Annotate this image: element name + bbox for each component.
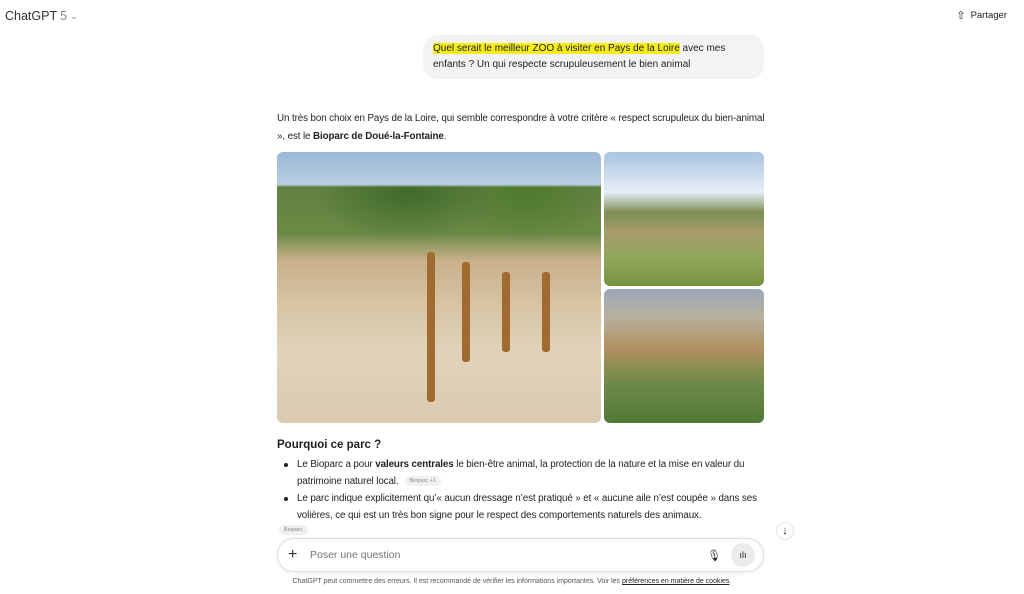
plus-icon[interactable]: + <box>288 546 298 564</box>
list-item <box>297 490 767 524</box>
share-button[interactable] <box>956 9 1007 22</box>
list-item <box>297 456 767 490</box>
model-version: 5 <box>60 9 68 23</box>
source-chip[interactable]: Bioparc <box>279 525 308 535</box>
share-label: Partager <box>970 10 1007 21</box>
scroll-down-button[interactable] <box>776 522 794 540</box>
cookie-preferences-link[interactable]: préférences en matière de cookies <box>622 578 730 586</box>
text: Le parc indique explicitement qu’« aucun dressage n’est pratiqué » et « aucune aile n’est coupée » dans ses volières, ce qui est un très bon signe pour le respect des comportements naturels des animaux. <box>297 493 757 521</box>
assistant-intro <box>277 110 767 146</box>
bold-text: valeurs centrales <box>375 459 454 470</box>
voice-mode-button[interactable]: ılı <box>731 543 755 567</box>
user-message <box>423 35 764 79</box>
giraffes-image[interactable] <box>277 152 601 423</box>
composer <box>277 538 764 572</box>
reasons-list <box>297 456 767 524</box>
text: Le Bioparc a pour <box>297 459 376 470</box>
section-heading: Pourquoi ce parc ? <box>277 439 382 451</box>
microphone-icon[interactable]: 🎙 <box>707 549 721 562</box>
park-name: Bioparc de Doué-la-Fontaine <box>313 131 444 142</box>
source-chip[interactable]: Bioparc +1 <box>405 476 441 486</box>
disclaimer <box>0 577 1024 586</box>
savanna-image[interactable] <box>604 152 764 286</box>
message-text: avec mes enfants ? Un qui respecte scrupuleusement le bien animal <box>433 43 726 70</box>
disclaimer-text: ChatGPT peut commettre des erreurs. Il est recommandé de vérifier les informations importantes. Voir les <box>292 578 623 586</box>
flamingo-enclosure-image[interactable] <box>604 289 764 423</box>
source-chip-row <box>277 525 767 535</box>
prompt-input[interactable] <box>310 549 705 561</box>
lower-section <box>277 437 767 586</box>
share-icon: ⇧ <box>956 10 966 22</box>
model-name: ChatGPT <box>5 9 58 23</box>
chevron-down-icon: ⌄ <box>70 10 78 21</box>
highlighted-text: Quel serait le meilleur ZOO à visiter en Pays de la Loire <box>433 43 680 54</box>
disclaimer-end: . <box>729 578 732 586</box>
text: le bien-être animal, la protection de la nature et la mise en valeur du patrimoine naturel local. <box>297 459 745 487</box>
arrow-down-icon: ↓ <box>782 525 788 537</box>
model-selector[interactable] <box>5 9 78 23</box>
intro-text: Un très bon choix en Pays de la Loire, qui semble correspondre à votre critère « respect scrupuleux du bien-animal », est le <box>277 113 765 142</box>
intro-end: . <box>443 131 447 142</box>
